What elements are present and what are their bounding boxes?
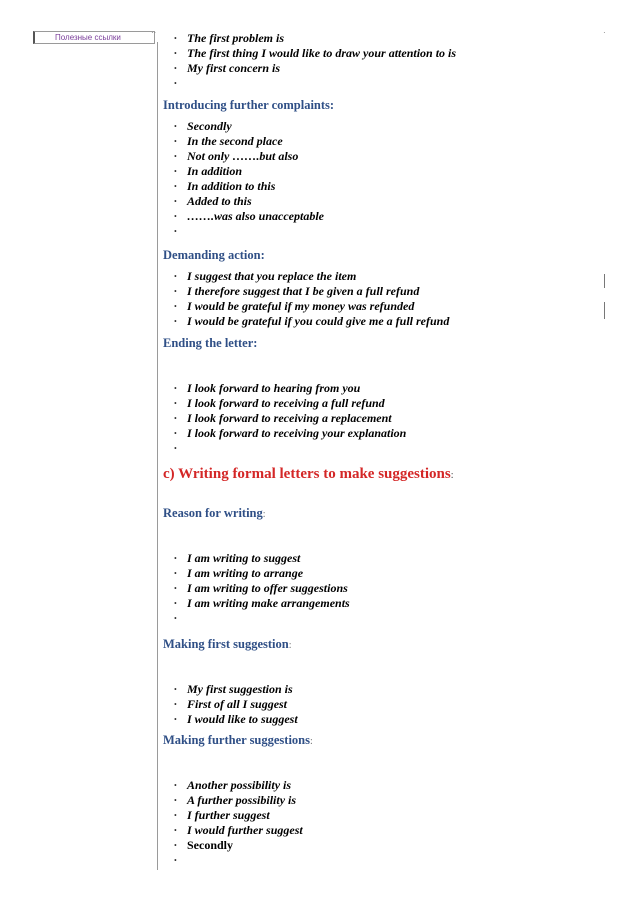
content-divider [157,42,158,870]
list-item: • My first concern is [163,61,603,76]
list-item: • Secondly [163,838,603,853]
top-dots: ·· [151,28,157,37]
list-item: • I would further suggest [163,823,603,838]
list-item: • In addition [163,164,603,179]
list-item: • Added to this [163,194,603,209]
sidebar-useful-links-tab[interactable]: Полезные ссылки [33,31,155,44]
first-complaint-list [163,31,603,91]
document-content [163,31,603,868]
list-item: • I am writing to arrange [163,566,603,581]
list-item: • I am writing make arrangements [163,596,603,611]
further-suggestions-list [163,778,603,868]
top-right-dot: · [603,28,606,37]
list-item [163,853,603,868]
first-suggestion-list [163,682,603,727]
list-item: • A further possibility is [163,793,603,808]
section-heading-reason: Reason for writing: [163,506,266,520]
list-item: • The first thing I would like to draw your attention to is [163,46,603,61]
list-item: • I look forward to receiving your explanation [163,426,603,441]
list-item [163,441,603,456]
section-heading-first-suggestion: Making first suggestion: [163,637,292,651]
ending-letter-list [163,381,603,456]
list-item: • I am writing to offer suggestions [163,581,603,596]
list-item: • I look forward to receiving a replacement [163,411,603,426]
list-item: • I therefore suggest that I be given a full refund [163,284,603,299]
right-edge-mark [604,302,605,319]
list-item: • I would be grateful if my money was refunded [163,299,603,314]
list-item: • In the second place [163,134,603,149]
list-item: • I am writing to suggest [163,551,603,566]
list-item: • I would like to suggest [163,712,603,727]
list-item: • First of all I suggest [163,697,603,712]
section-heading-ending-letter: Ending the letter: [163,336,258,350]
list-item [163,224,603,239]
list-item: • My first suggestion is [163,682,603,697]
reason-list [163,551,603,626]
list-item: • I suggest that you replace the item [163,269,603,284]
list-item: • I look forward to hearing from you [163,381,603,396]
list-item: • The first problem is [163,31,603,46]
list-item: • Another possibility is [163,778,603,793]
list-item: • I further suggest [163,808,603,823]
list-item: • I look forward to receiving a full refund [163,396,603,411]
list-item [163,76,603,91]
section-title-suggestions: c) Writing formal letters to make suggestions: [163,466,454,482]
section-heading-further-suggestions: Making further suggestions: [163,733,313,747]
list-item: • …….was also unacceptable [163,209,603,224]
section-heading-further-complaints: Introducing further complaints: [163,98,335,112]
list-item: • Not only …….but also [163,149,603,164]
demanding-action-list [163,269,603,329]
section-heading-demanding-action: Demanding action: [163,248,265,262]
right-edge-mark [604,274,605,288]
list-item [163,611,603,626]
list-item: • In addition to this [163,179,603,194]
list-item: • I would be grateful if you could give me a full refund [163,314,603,329]
further-complaints-list [163,119,603,239]
list-item: • Secondly [163,119,603,134]
